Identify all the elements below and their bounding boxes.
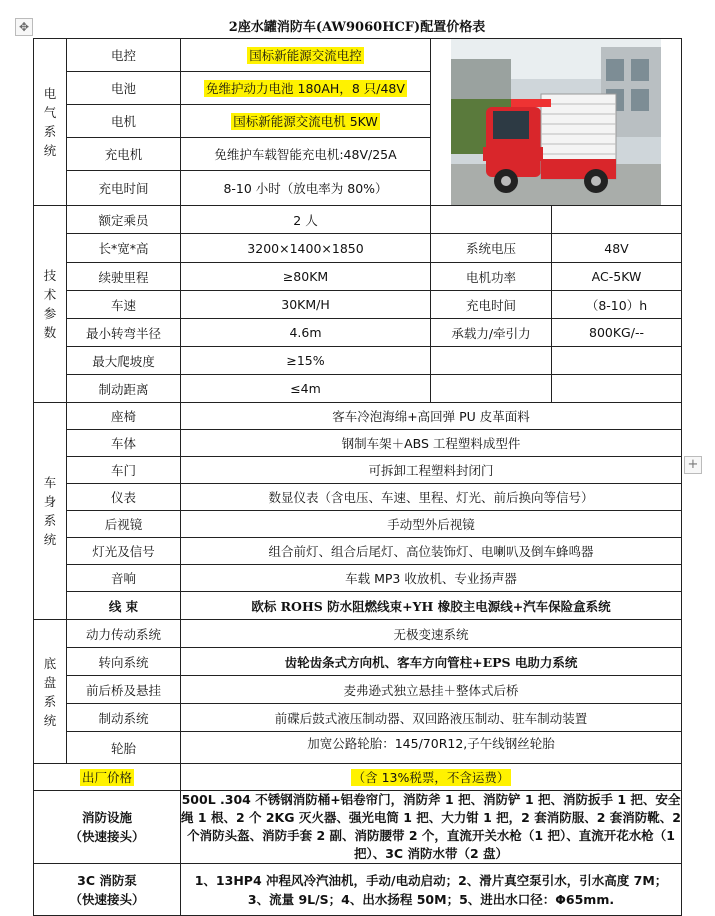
spec-label: 充电时间 (67, 171, 181, 206)
group-label: 技 术 参 数 (43, 268, 57, 340)
spec-value: 欧标 ROHS 防水阻燃线束+YH 橡胶主电源线+汽车保险盒系统 (181, 592, 682, 620)
pump-text: 1、13HP4 冲程风冷汽油机，手动/电动启动；2、滑片真空泵引水，引水高度 7M； 3、流量 9L/S；4、出水扬程 50M；5、进出水口径：Φ65mm. (181, 864, 682, 916)
spec-value: 加宽公路轮胎：145/70R12,子午线钢丝轮胎 (181, 732, 682, 764)
price-label: 出厂价格 (34, 764, 181, 791)
spec-label: 最小转弯半径 (67, 319, 181, 347)
spec-value-2 (552, 206, 682, 234)
spec-label: 音响 (67, 565, 181, 592)
spec-value-2: （8-10）h (552, 291, 682, 319)
spec-label: 车体 (67, 430, 181, 457)
spec-value: 国标新能源交流电机 5KW (181, 104, 431, 137)
spec-label: 制动系统 (67, 704, 181, 732)
spec-value-2: AC-5KW (552, 263, 682, 291)
spec-label-2 (431, 347, 552, 375)
firefighting-text: 500L .304 不锈钢消防桶+铝卷帘门，消防斧 1 把、消防铲 1 把、消防扳手 1 把、安全绳 1 根、2 个 2KG 灭火器、强光电筒 1 把、大力钳 1 把，2 套消防服、2 套消防靴、2 个消防头盔、消防手套 2 副、消防腰带 2 个，直流开关水枪（1 把）、直流开花水枪（1 把）、3C 消防水带（2 盘） (181, 791, 682, 864)
spec-label-2: 电机功率 (431, 263, 552, 291)
spec-label: 灯光及信号 (67, 538, 181, 565)
spec-label: 充电机 (67, 138, 181, 171)
spec-value-2: 48V (552, 234, 682, 263)
spec-label: 车速 (67, 291, 181, 319)
spec-value: 30KM/H (181, 291, 431, 319)
spec-value: 4.6m (181, 319, 431, 347)
spec-value-2 (552, 375, 682, 403)
spec-label: 线 束 (67, 592, 181, 620)
group-technical (34, 206, 67, 403)
spec-value: 免维护车载智能充电机:48V/25A (181, 138, 431, 171)
spec-label-2 (431, 375, 552, 403)
spec-value: 8-10 小时（放电率为 80%） (181, 171, 431, 206)
spec-value-2 (552, 347, 682, 375)
spec-value: 可拆卸工程塑料封闭门 (181, 457, 682, 484)
spec-label: 轮胎 (67, 732, 181, 764)
document-title: 2座水罐消防车(AW9060HCF)配置价格表 (228, 20, 486, 35)
spec-value: ≥80KM (181, 263, 431, 291)
spec-value: ≤4m (181, 375, 431, 403)
pump-label: 3C 消防泵 （快速接头） (34, 864, 181, 916)
spec-value: 前碟后鼓式液压制动器、双回路液压制动、驻车制动装置 (181, 704, 682, 732)
group-label: 电 气 系 统 (43, 86, 57, 158)
group-body (34, 403, 67, 620)
spec-value: 免维护动力电池 180AH，8 只/48V (181, 72, 431, 104)
group-label: 底 盘 系 统 (43, 655, 57, 728)
spec-value: 组合前灯、组合后尾灯、高位装饰灯、电喇叭及倒车蜂鸣器 (181, 538, 682, 565)
spec-label: 车门 (67, 457, 181, 484)
spec-value: 车载 MP3 收放机、专业扬声器 (181, 565, 682, 592)
spec-label: 座椅 (67, 403, 181, 430)
spec-label: 电池 (67, 72, 181, 104)
spec-value: 钢制车架＋ABS 工程塑料成型件 (181, 430, 682, 457)
spec-value: 手动型外后视镜 (181, 511, 682, 538)
spec-label: 续驶里程 (67, 263, 181, 291)
spec-label-2: 系统电压 (431, 234, 552, 263)
spec-label: 动力传动系统 (67, 620, 181, 648)
spec-value-2: 800KG/-- (552, 319, 682, 347)
vehicle-photo (431, 39, 682, 206)
spec-label: 最大爬坡度 (67, 347, 181, 375)
spec-label: 仪表 (67, 484, 181, 511)
spec-value: 齿轮齿条式方向机、客车方向管柱+EPS 电助力系统 (181, 648, 682, 676)
spec-label-2: 承载力/牵引力 (431, 319, 552, 347)
spec-label: 额定乘员 (67, 206, 181, 234)
firefighting-label: 消防设施 （快速接头） (34, 791, 181, 864)
table-move-handle-icon[interactable]: ✥ (15, 18, 33, 36)
spec-value: 2 人 (181, 206, 431, 234)
group-chassis (34, 620, 67, 764)
spec-label: 电控 (67, 39, 181, 72)
price-value: （含 13%税票，不含运费） (181, 764, 682, 791)
group-electrical (34, 39, 67, 206)
spec-value: ≥15% (181, 347, 431, 375)
spec-value: 麦弗逊式独立悬挂＋整体式后桥 (181, 676, 682, 704)
spec-label: 后视镜 (67, 511, 181, 538)
spec-value: 3200×1400×1850 (181, 234, 431, 263)
fire-vehicle-image (451, 39, 661, 205)
plus-icon[interactable]: + (684, 456, 702, 474)
spec-label: 转向系统 (67, 648, 181, 676)
spec-value: 国标新能源交流电控 (181, 39, 431, 72)
spec-label-2 (431, 206, 552, 234)
spec-value: 客车冷泡海绵+高回弹 PU 皮革面料 (181, 403, 682, 430)
spec-label: 前后桥及悬挂 (67, 676, 181, 704)
spec-table (33, 38, 682, 916)
spec-value: 无极变速系统 (181, 620, 682, 648)
spec-value: 数显仪表（含电压、车速、里程、灯光、前后换向等信号） (181, 484, 682, 511)
group-label: 车 身 系 统 (43, 475, 57, 547)
spec-label: 长*宽*高 (67, 234, 181, 263)
spec-label-2: 充电时间 (431, 291, 552, 319)
spec-label: 制动距离 (67, 375, 181, 403)
spec-label: 电机 (67, 104, 181, 137)
